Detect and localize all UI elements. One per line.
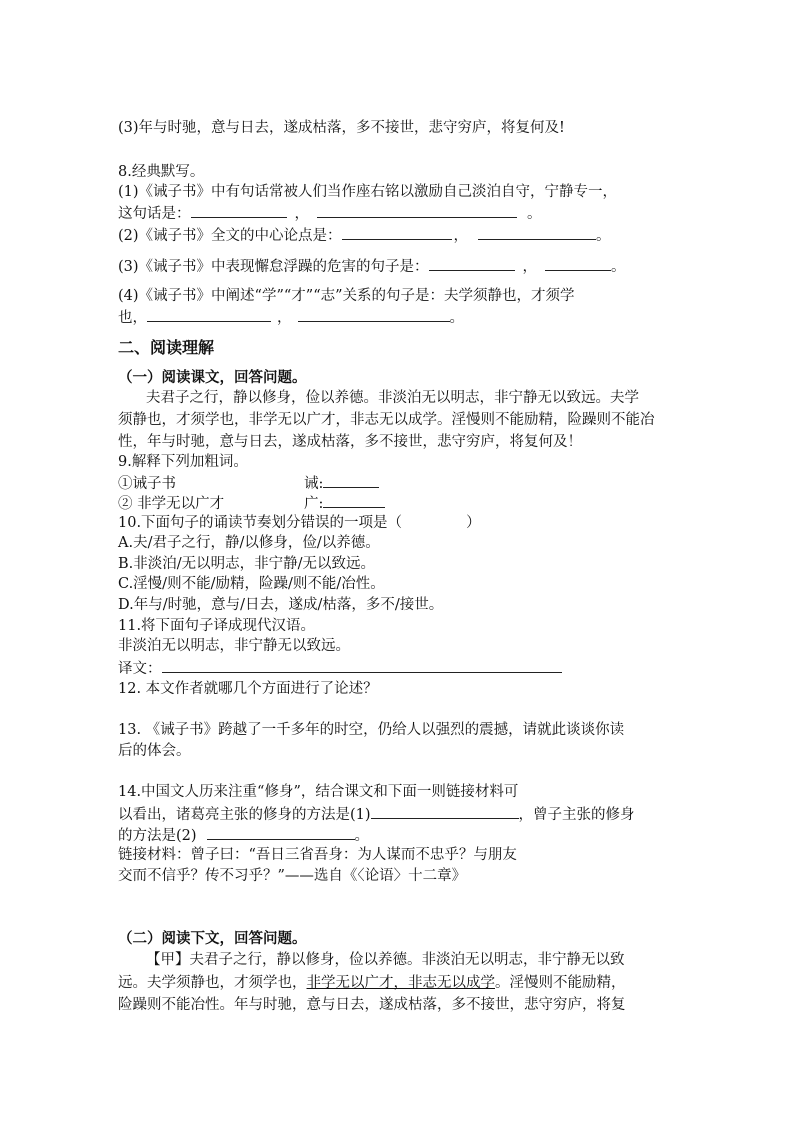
passage-2-line-2-end: 。淫慢则不能励精，: [495, 975, 626, 991]
q14-text-3: [118, 824, 369, 846]
q14-blank-2[interactable]: [207, 824, 355, 840]
q14-prefix-1: 以看出，诸葛亮主张的修身的方法是(1): [118, 807, 371, 823]
q8-title: 8.经典默写。: [118, 164, 205, 180]
q8-2-blank-1[interactable]: [342, 224, 452, 240]
passage-1-line-2: 须静也，才须学也，非学无以广才，非志无以成学。淫慢则不能励精，险躁则不能冶: [118, 412, 655, 428]
q11-title: 11.将下面句子译成现代汉语。: [118, 618, 316, 634]
q8-3-blank-2[interactable]: [545, 255, 611, 271]
q11-source: 非淡泊无以明志，非宁静无以致远。: [118, 638, 350, 654]
q8-3-line: [118, 255, 626, 277]
q14-mid: ，曾子主张的修身: [518, 807, 635, 823]
passage-2-line-2: [118, 973, 626, 993]
q8-2-blank-2[interactable]: [478, 224, 596, 240]
subsection-1-heading: （一）阅读课文，回答问题。: [118, 369, 307, 386]
q9-item-1-blank[interactable]: [323, 472, 379, 488]
subsection-2-heading: （二）阅读下文，回答问题。: [118, 930, 307, 947]
q8-4-blank-2[interactable]: [298, 306, 450, 322]
q9-item-2-blank[interactable]: [323, 492, 385, 508]
q13-text-1: 13. 《诫子书》跨越了一千多年的时空，仍给人以强烈的震撼，请就此谈谈你读: [118, 722, 625, 738]
q10-close: ）: [466, 515, 481, 531]
q10-stem: 10.下面句子的诵读节奏划分错误的一项是（: [118, 515, 403, 531]
q8-1-end: 。: [527, 206, 542, 222]
q8-1-sep: ，: [294, 206, 309, 222]
q8-2-text: (2)《诫子书》全文的中心论点是：: [118, 228, 342, 244]
q14-end: 。: [354, 828, 370, 844]
q8-4-answer-line: [118, 306, 464, 328]
q8-1-prefix: 这句话是：: [118, 206, 191, 222]
passage-2-line-3: 险躁则不能冶性。年与时驰，意与日去，遂成枯落，多不接世，悲守穷庐，将复: [118, 997, 626, 1013]
q10-option-c: C.淫慢/则不能/励精，险躁/则不能/冶性。: [118, 576, 385, 592]
q8-3-sep: ，: [522, 259, 538, 275]
q9-title: 9.解释下列加粗词。: [118, 454, 248, 470]
q8-4-sep: ，: [277, 310, 292, 326]
passage-1-line-3: 性，年与时驰，意与日去，遂成枯落，多不接世，悲守穷庐，将复何及！: [118, 434, 582, 450]
q8-1-blank-2[interactable]: [317, 202, 517, 218]
q9-item-2: [118, 492, 385, 514]
q8-3-end: 。: [611, 259, 626, 275]
passage-1-line-1: 夫君子之行，静以修身，俭以养德。非淡泊无以明志，非宁静无以致远。夫学: [146, 390, 639, 406]
q8-1-text: (1)《诫子书》中有句话常被人们当作座右铭以激励自己淡泊自守，宁静专一，: [118, 184, 618, 200]
q11-answer-blank[interactable]: [162, 657, 562, 673]
q9-item-2-label: 广:: [304, 496, 324, 512]
section-2-heading: 二、阅读理解: [118, 338, 215, 357]
q10-option-a: A.夫/君子之行，静/以修身，俭/以养德。: [118, 535, 380, 551]
q8-4-text: (4)《诫子书》中阐述“学”“才”“志”关系的句子是：夫学须静也，才须学: [118, 288, 575, 304]
q12-text: 12. 本文作者就哪几个方面进行了论述？: [118, 681, 378, 697]
q9-item-1: [118, 472, 379, 494]
q9-item-2-text: ② 非学无以广才: [118, 496, 225, 512]
q14-text-2: [118, 803, 635, 825]
q14-text-1: 14.中国文人历来注重“修身”，结合课文和下面一则链接材料可: [118, 784, 519, 800]
q7-item-3: (3)年与时驰，意与日去，遂成枯落，多不接世，悲守穷庐，将复何及!: [118, 120, 565, 136]
passage-2-underlined-sentence: 非学无以广才，非志无以成学: [306, 975, 495, 991]
q10-option-d: D.年与/时驰，意与/日去，遂成/枯落，多不/接世。: [118, 597, 444, 613]
q8-3-blank-1[interactable]: [429, 255, 515, 271]
q11-answer-line: [118, 657, 562, 679]
q11-answer-label: 译文：: [118, 661, 162, 677]
q14-blank-1[interactable]: [371, 803, 519, 819]
passage-2-line-2-start: 远。夫学须静也，才须学也，: [118, 975, 307, 991]
q13-text-2: 后的体会。: [118, 743, 191, 759]
q8-2-line: [118, 224, 611, 246]
q10-title: [118, 513, 481, 533]
q9-item-1-label: 诫:: [304, 476, 324, 492]
q14-link-material-2: 交而不信乎？传不习乎？”——选自《〈论语〉十二章》: [118, 868, 467, 884]
q14-link-material-1: 链接材料：曾子曰：“吾日三省吾身：为人谋而不忠乎？与朋友: [118, 847, 517, 863]
q8-2-sep: ，: [453, 228, 469, 244]
q8-4-prefix: 也，: [118, 310, 147, 326]
q8-4-end: 。: [449, 310, 464, 326]
q8-1-answer-line: [118, 202, 542, 224]
q9-item-1-text: ①诫子书: [118, 476, 176, 492]
q8-2-end: 。: [596, 228, 611, 244]
q8-1-blank-1[interactable]: [191, 202, 287, 218]
q8-4-blank-1[interactable]: [147, 306, 271, 322]
q8-3-text: (3)《诫子书》中表现懈怠浮躁的危害的句子是：: [118, 259, 429, 275]
q14-prefix-2: 的方法是(2): [118, 828, 197, 844]
q10-option-b: B.非淡泊/无以明志，非宁静/无以致远。: [118, 556, 376, 572]
passage-2-line-1: 【甲】夫君子之行，静以修身，俭以养德。非淡泊无以明志，非宁静无以致: [146, 952, 625, 968]
